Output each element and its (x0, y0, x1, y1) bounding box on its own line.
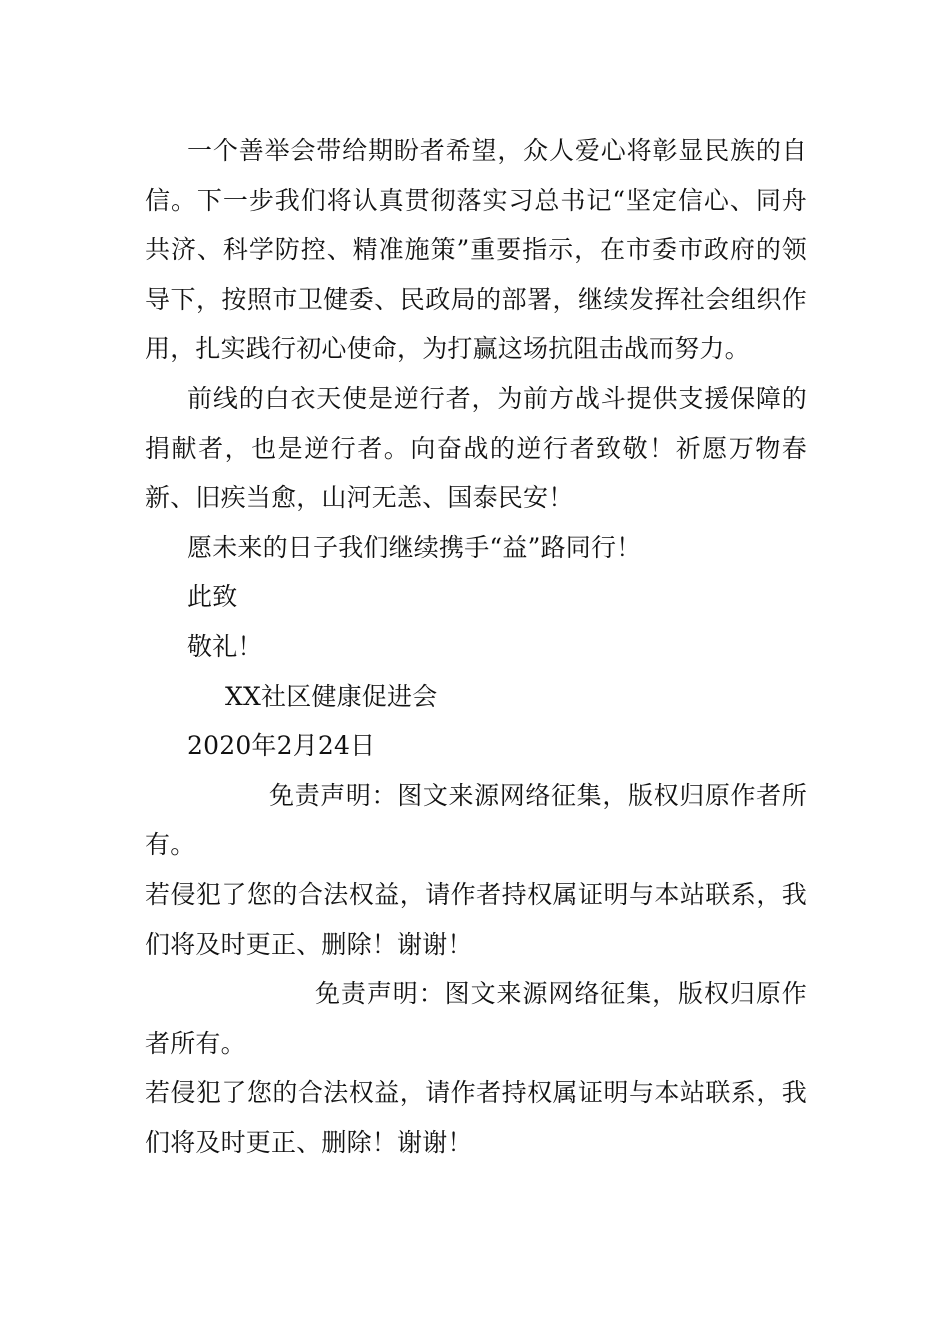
signature-date: 2020年2月24日 (187, 731, 376, 761)
closing-zhi: 此致 (187, 582, 238, 612)
paragraph-wish: 愿未来的日子我们继续携手“益”路同行！ (187, 532, 642, 562)
disclaimer-notice: 若侵犯了您的合法权益，请作者持权属证明与本站联系，我们将及时更正、删除！谢谢！ (145, 1078, 807, 1157)
closing-jingli: 敬礼！ (187, 631, 263, 661)
disclaimer-notice: 若侵犯了您的合法权益，请作者持权属证明与本站联系，我们将及时更正、删除！谢谢！ (145, 879, 807, 959)
paragraph-commitment: 一个善举会带给期盼者希望，众人爱心将彰显民族的自信。下一步我们将认真贯彻落实习总书记“坚定信心、同舟共济、科学防控、精准施策”重要指示，在市委市政府的领导下，按照市卫健委、民政局的部署，继续发挥社会组织作用，扎实践行初心使命，为打赢这场抗阻击战而努力。 (145, 136, 807, 364)
letter-body (145, 126, 807, 1167)
signature-organization: XX社区健康促进会 (225, 681, 438, 711)
disclaimer-statement: 免责声明：图文来源网络征集，版权归原作者所有。 (145, 979, 807, 1058)
paragraph-salute: 前线的白衣天使是逆行者，为前方战斗提供支援保障的捐献者，也是逆行者。向奋战的逆行者致敬！祈愿万物春新、旧疾当愈，山河无恙、国泰民安！ (145, 383, 807, 513)
disclaimer-statement: 免责声明：图文来源网络征集，版权归原作者所有。 (145, 780, 807, 860)
